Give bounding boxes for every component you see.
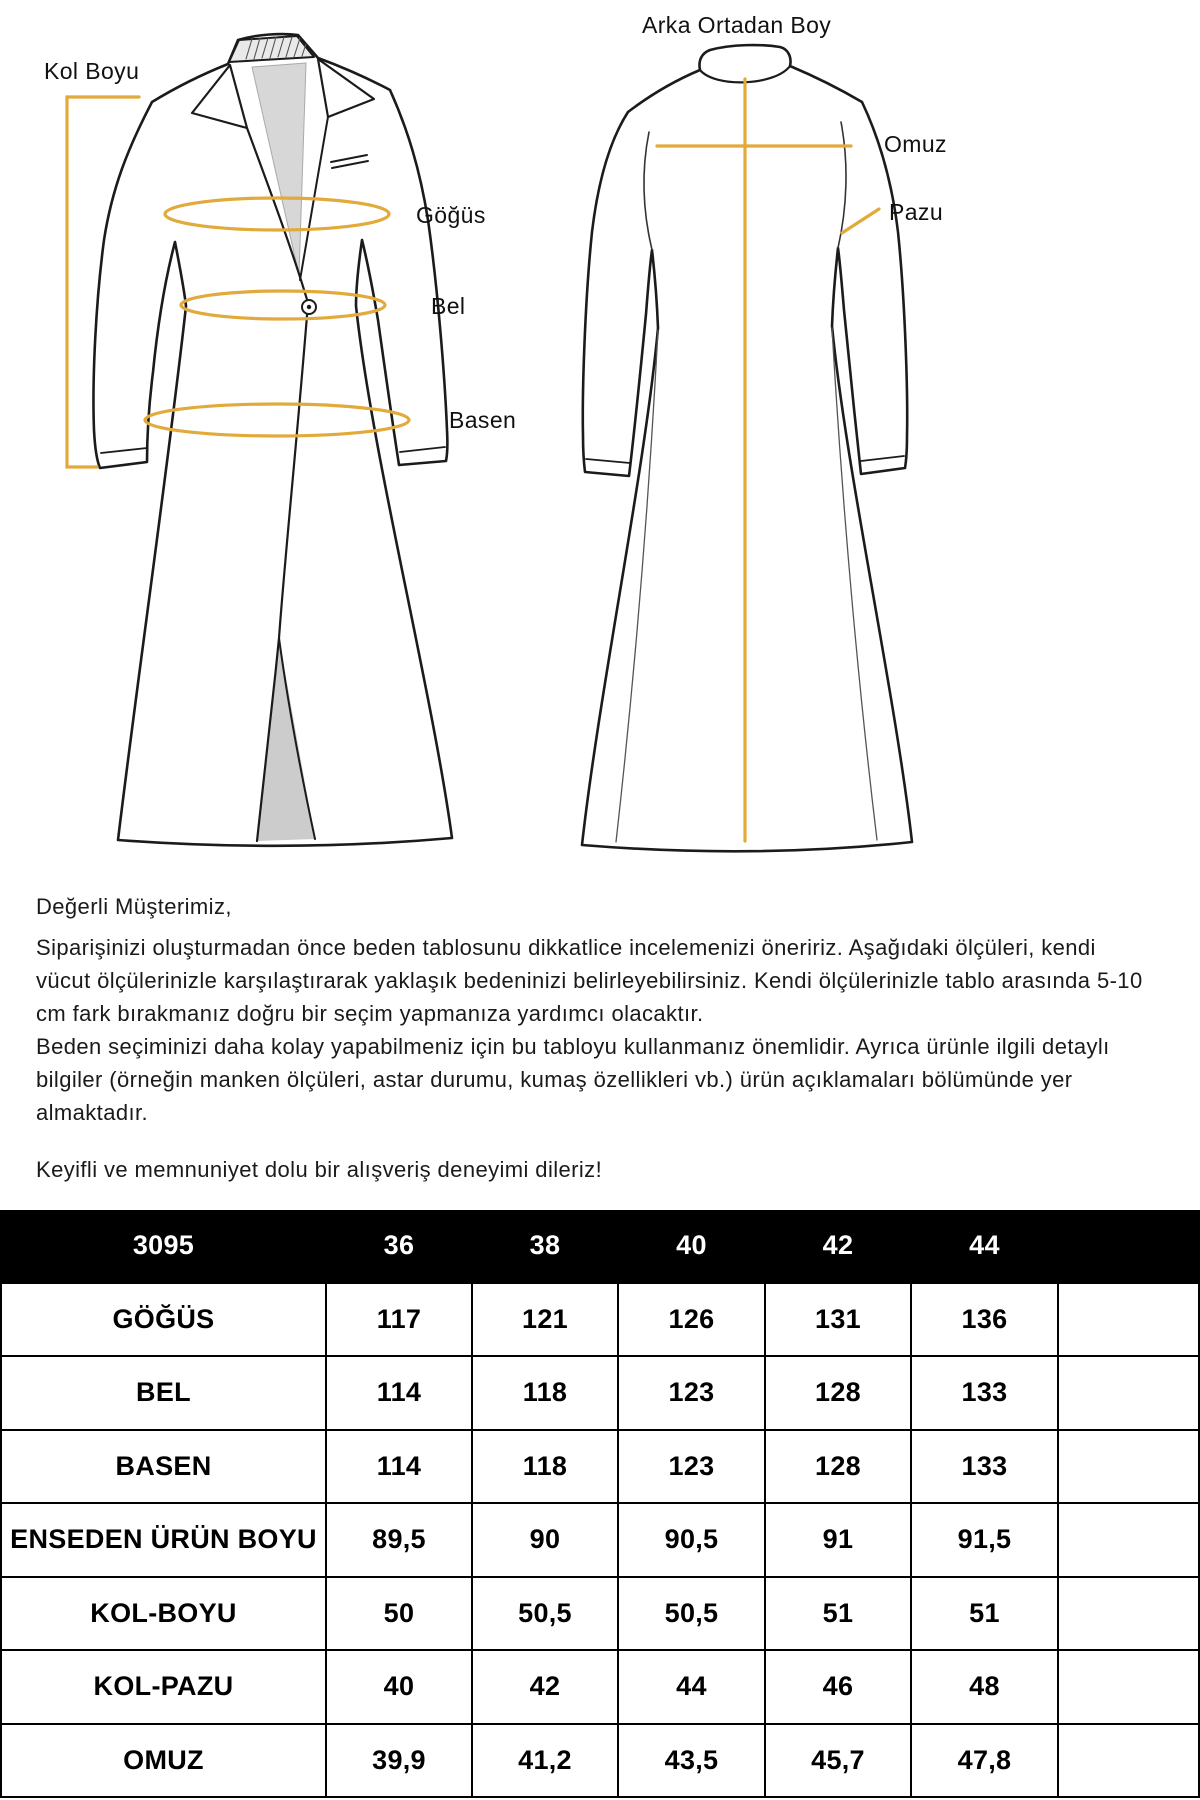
hip-label: Basen — [449, 407, 517, 433]
coat-measurement-diagram — [0, 0, 1200, 878]
cell-value: 126 — [619, 1284, 766, 1358]
row-label: BASEN — [2, 1431, 327, 1505]
waist-label: Bel — [431, 293, 466, 319]
cell-value: 50,5 — [619, 1578, 766, 1652]
table-header-size: 40 — [619, 1210, 766, 1284]
chest-label: Göğüs — [416, 202, 486, 228]
row-label: BEL — [2, 1357, 327, 1431]
row-label: GÖĞÜS — [2, 1284, 327, 1358]
info-paragraph-2: Beden seçiminizi daha kolay yapabilmeniz için bu tabloyu kullanmanız önemlidir. Ayrıca ürünle ilgili detaylı bilgiler (örneğin manken ölçüleri, astar durumu, kumaş özellikleri vb.) ürün açıklamaları bölümünde yer almaktadır. — [36, 1034, 1110, 1125]
cell-value: 128 — [766, 1357, 912, 1431]
cell-value: 43,5 — [619, 1725, 766, 1799]
size-table — [0, 1210, 1200, 1798]
spacer-cell — [1059, 1725, 1200, 1799]
cell-value: 91,5 — [912, 1504, 1059, 1578]
table-header-size: 38 — [473, 1210, 619, 1284]
cell-value: 89,5 — [327, 1504, 473, 1578]
cell-value: 123 — [619, 1431, 766, 1505]
cell-value: 133 — [912, 1431, 1059, 1505]
cell-value: 40 — [327, 1651, 473, 1725]
cell-value: 50,5 — [473, 1578, 619, 1652]
cell-value: 45,7 — [766, 1725, 912, 1799]
cell-value: 91 — [766, 1504, 912, 1578]
cell-value: 128 — [766, 1431, 912, 1505]
spacer-cell — [1059, 1578, 1200, 1652]
cell-value: 51 — [912, 1578, 1059, 1652]
cell-value: 90 — [473, 1504, 619, 1578]
row-label: OMUZ — [2, 1725, 327, 1799]
sleeve-length-label: Kol Boyu — [44, 58, 140, 84]
spacer-cell — [1059, 1504, 1200, 1578]
cell-value: 48 — [912, 1651, 1059, 1725]
greeting-text: Değerli Müşterimiz, — [36, 894, 232, 919]
cell-value: 90,5 — [619, 1504, 766, 1578]
row-label: ENSEDEN ÜRÜN BOYU — [2, 1504, 327, 1578]
front-button-center — [307, 305, 311, 309]
info-paragraph-1: Siparişinizi oluşturmadan önce beden tablosunu dikkatlice incelemenizi öneririz. Aşağıdaki ölçüleri, kendi vücut ölçülerinizle karşılaştırarak yaklaşık bedeninizi belirleyebilirsiniz. Kendi ölçülerinizle tablo arasında 5-10 cm fark bırakmanız doğru bir seçim yapmanıza yardımcı olacaktır. — [36, 935, 1143, 1026]
table-header-spacer — [1059, 1210, 1200, 1284]
front-collar — [229, 36, 314, 62]
shoulder-label: Omuz — [884, 131, 947, 157]
coat-front-view — [93, 34, 452, 846]
cell-value: 136 — [912, 1284, 1059, 1358]
spacer-cell — [1059, 1431, 1200, 1505]
closing-text: Keyifli ve memnuniyet dolu bir alışveriş deneyimi dileriz! — [36, 1157, 603, 1182]
cell-value: 131 — [766, 1284, 912, 1358]
spacer-cell — [1059, 1651, 1200, 1725]
table-header-model: 3095 — [2, 1210, 327, 1284]
cell-value: 44 — [619, 1651, 766, 1725]
row-label: KOL-PAZU — [2, 1651, 327, 1725]
coat-technical-drawing — [0, 0, 1200, 878]
bicep-label: Pazu — [889, 199, 944, 225]
back-length-label: Arka Ortadan Boy — [642, 12, 832, 38]
spacer-cell — [1059, 1357, 1200, 1431]
cell-value: 123 — [619, 1357, 766, 1431]
spacer-cell — [1059, 1284, 1200, 1358]
cell-value: 42 — [473, 1651, 619, 1725]
cell-value: 39,9 — [327, 1725, 473, 1799]
cell-value: 41,2 — [473, 1725, 619, 1799]
customer-info-text — [0, 878, 1200, 1210]
back-body — [582, 45, 912, 851]
cell-value: 46 — [766, 1651, 912, 1725]
cell-value: 117 — [327, 1284, 473, 1358]
cell-value: 51 — [766, 1578, 912, 1652]
table-header-size: 36 — [327, 1210, 473, 1284]
cell-value: 118 — [473, 1357, 619, 1431]
coat-back-view — [582, 45, 912, 851]
cell-value: 114 — [327, 1357, 473, 1431]
cell-value: 133 — [912, 1357, 1059, 1431]
cell-value: 50 — [327, 1578, 473, 1652]
cell-value: 121 — [473, 1284, 619, 1358]
row-label: KOL-BOYU — [2, 1578, 327, 1652]
cell-value: 118 — [473, 1431, 619, 1505]
table-header-size: 44 — [912, 1210, 1059, 1284]
table-header-size: 42 — [766, 1210, 912, 1284]
cell-value: 114 — [327, 1431, 473, 1505]
cell-value: 47,8 — [912, 1725, 1059, 1799]
